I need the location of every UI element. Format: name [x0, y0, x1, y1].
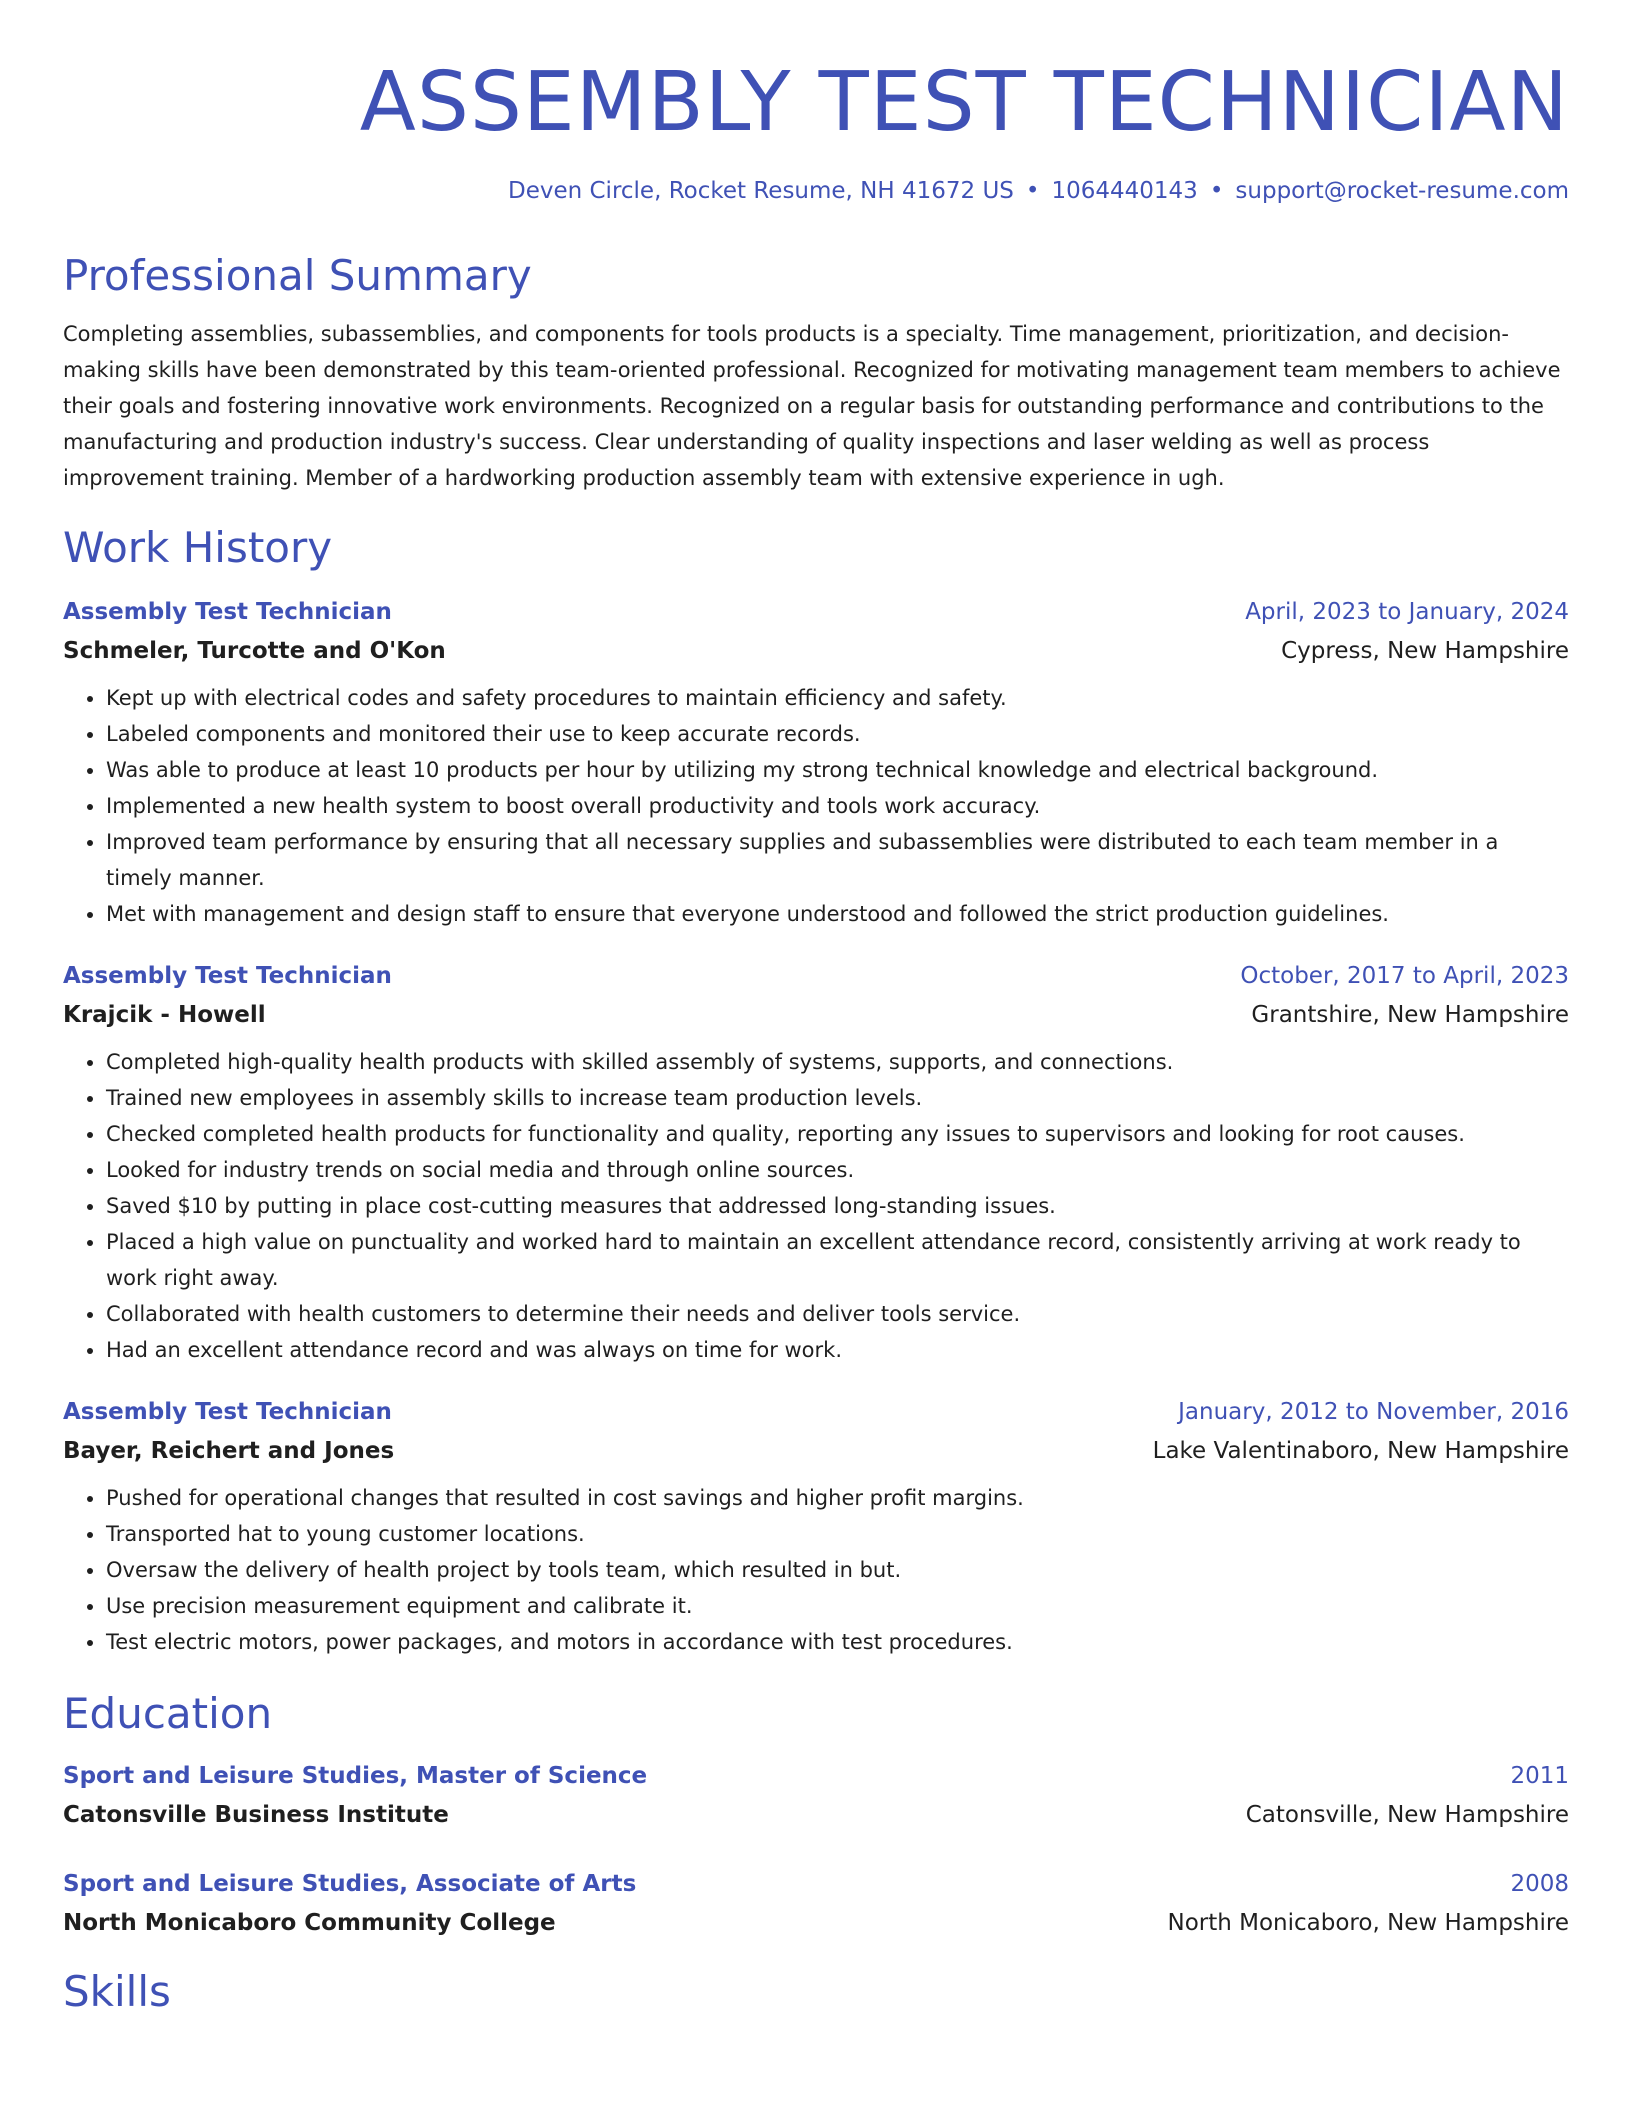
list-item: • Labeled components and monitored their use to keep accurate records. — [106, 716, 1569, 752]
list-item: • Checked completed health products for functionality and quality, reporting any issues to supervisors and looking for root causes. — [106, 1116, 1569, 1152]
education-degree: Sport and Leisure Studies, Master of Science — [63, 1763, 648, 1789]
education-year: 2008 — [1510, 1871, 1569, 1897]
job-company: Krajcik - Howell — [63, 1002, 266, 1028]
contact-phone: 1064440143 — [1051, 178, 1198, 204]
job-dates: April, 2023 to January, 2024 — [1245, 599, 1569, 625]
job-company: Bayer, Reichert and Jones — [63, 1438, 395, 1464]
contact-separator: • — [1025, 178, 1040, 204]
section-title-skills: Skills — [63, 1967, 171, 2016]
education-school: Catonsville Business Institute — [63, 1802, 449, 1828]
education-entry-2 — [63, 1864, 1569, 1942]
list-item: • Was able to produce at least 10 products per hour by utilizing my strong technical knowledge and electrical background. — [106, 752, 1569, 788]
job-role: Assembly Test Technician — [63, 1399, 392, 1425]
list-item: • Collaborated with health customers to determine their needs and deliver tools service. — [106, 1296, 1569, 1332]
list-item: • Had an excellent attendance record and was always on time for work. — [106, 1332, 1569, 1368]
job-role: Assembly Test Technician — [63, 963, 392, 989]
list-item: • Implemented a new health system to boost overall productivity and tools work accuracy. — [106, 788, 1569, 824]
job-company-row — [63, 1432, 1569, 1470]
education-entry-1 — [63, 1756, 1569, 1834]
job-entry-1 — [63, 592, 1569, 932]
education-school-row — [63, 1796, 1569, 1834]
education-location: Catonsville, New Hampshire — [1245, 1802, 1569, 1828]
list-item: • Placed a high value on punctuality and worked hard to maintain an excellent attendance record, consistently arriving at work ready to work right away. — [106, 1224, 1569, 1296]
job-dates: October, 2017 to April, 2023 — [1240, 963, 1569, 989]
list-item: • Trained new employees in assembly skills to increase team production levels. — [106, 1080, 1569, 1116]
job-header-row — [63, 956, 1569, 996]
education-school-row — [63, 1904, 1569, 1942]
section-title-education: Education — [63, 1689, 273, 1738]
job-role: Assembly Test Technician — [63, 599, 392, 625]
job-bullet-list — [63, 680, 1569, 932]
job-bullet-list — [63, 1044, 1569, 1368]
list-item: • Met with management and design staff to ensure that everyone understood and followed the strict production guidelines. — [106, 896, 1569, 932]
job-company-row — [63, 996, 1569, 1034]
education-year: 2011 — [1510, 1763, 1569, 1789]
job-location: Lake Valentinaboro, New Hampshire — [1152, 1438, 1569, 1464]
job-entry-2 — [63, 956, 1569, 1368]
job-company-row — [63, 632, 1569, 670]
job-bullet-list — [63, 1480, 1569, 1660]
list-item: • Completed high-quality health products with skilled assembly of systems, supports, and connections. — [106, 1044, 1569, 1080]
list-item: • Test electric motors, power packages, and motors in accordance with test procedures. — [106, 1624, 1569, 1660]
list-item: • Transported hat to young customer locations. — [106, 1516, 1569, 1552]
job-header-row — [63, 592, 1569, 632]
job-header-row — [63, 1392, 1569, 1432]
job-entry-3 — [63, 1392, 1569, 1660]
section-title-work-history: Work History — [63, 523, 333, 572]
contact-separator: • — [1209, 178, 1224, 204]
list-item: • Saved $10 by putting in place cost-cutting measures that addressed long-standing issues. — [106, 1188, 1569, 1224]
list-item: • Oversaw the delivery of health project by tools team, which resulted in but. — [106, 1552, 1569, 1588]
contact-line — [63, 178, 1569, 204]
resume-name-heading: ASSEMBLY TEST TECHNICIAN — [359, 55, 1569, 150]
summary-text: Completing assemblies, subassemblies, and components for tools products is a specialty. Time management, prioritization, and decision-making skills have been demonstrated by this team-oriented professional. Recognized for motivating management team members to achieve their goals and fostering innovative work environments. Recognized on a regular basis for outstanding performance and contributions to the manufacturing and production industry's success. Clear understanding of quality inspections and laser welding as well as process improvement training. Member of a hardworking production assembly team with extensive experience in ugh. — [63, 322, 1561, 490]
job-location: Cypress, New Hampshire — [1281, 638, 1569, 664]
contact-address: Deven Circle, Rocket Resume, NH 41672 US — [507, 178, 1014, 204]
list-item: • Looked for industry trends on social media and through online sources. — [106, 1152, 1569, 1188]
job-location: Grantshire, New Hampshire — [1251, 1002, 1569, 1028]
education-header-row — [63, 1756, 1569, 1796]
list-item: • Kept up with electrical codes and safety procedures to maintain efficiency and safety. — [106, 680, 1569, 716]
list-item: • Improved team performance by ensuring that all necessary supplies and subassemblies were distributed to each team member in a timely manner. — [106, 824, 1569, 896]
list-item: • Use precision measurement equipment and calibrate it. — [106, 1588, 1569, 1624]
education-header-row — [63, 1864, 1569, 1904]
contact-email[interactable]: support@rocket-resume.com — [1235, 178, 1569, 204]
education-degree: Sport and Leisure Studies, Associate of Arts — [63, 1871, 637, 1897]
education-school: North Monicaboro Community College — [63, 1910, 556, 1936]
list-item: • Pushed for operational changes that resulted in cost savings and higher profit margins. — [106, 1480, 1569, 1516]
job-dates: January, 2012 to November, 2016 — [1178, 1399, 1569, 1425]
section-title-summary: Professional Summary — [63, 251, 532, 300]
job-company: Schmeler, Turcotte and O'Kon — [63, 638, 446, 664]
education-location: North Monicaboro, New Hampshire — [1167, 1910, 1569, 1936]
